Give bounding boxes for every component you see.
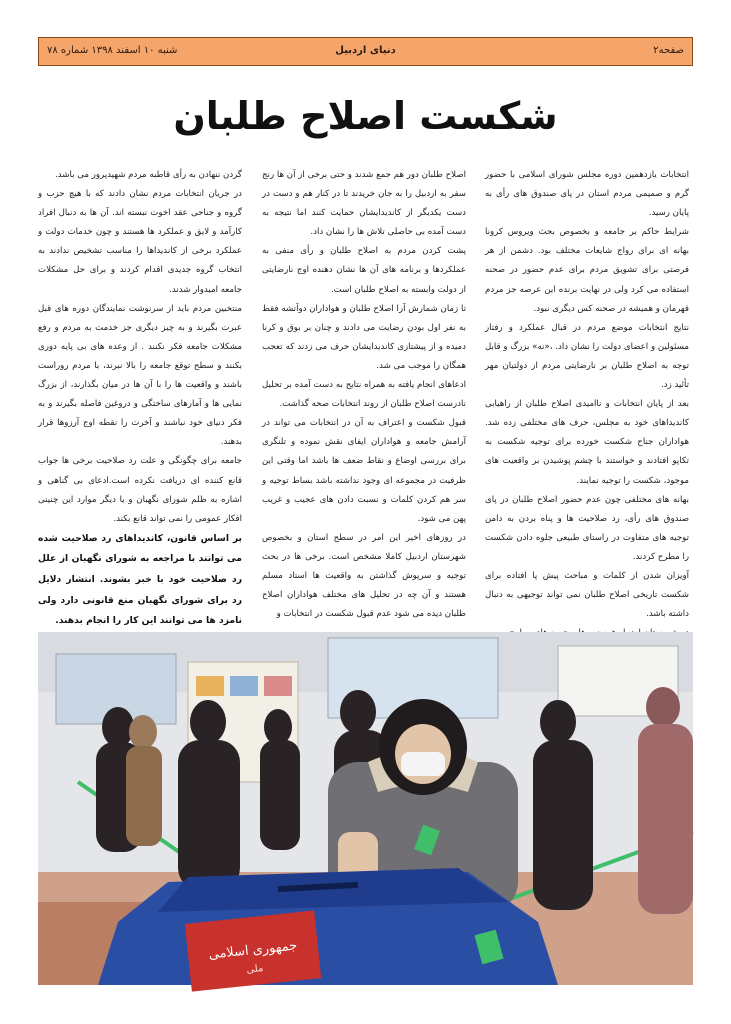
- paragraph: در روزهای اخیر این امر در سطح استان و بخصوص شهرستان اردبیل کاملا مشخص است. برخی ها در بحث توجیه و سرپوش گذاشتن به واقعیت ها استاد مسلم هستند و آن چه در تحلیل های مختلف هواداران اصلاح طلبان دیده می شود عدم قبول شکست در انتخابات و: [262, 532, 466, 620]
- paragraph: شرایط حاکم بر جامعه و بخصوص بحث ویروس کرونا بهانه ای برای رواج شایعات مختلف بود. دشمن از هر فرصتی برای تشویق مردم برای عدم حضور در صحنه استفاده می کرد ولی در نهایت برنده این عرصه جز مردم قهرمان و همیشه در صحنه کس دیگری نبود.: [485, 227, 689, 314]
- paragraph: انتخابات یازدهمین دوره مجلس شورای اسلامی با حضور گرم و صمیمی مردم استان در پای صندوق های رأی به پایان رسید.: [485, 170, 689, 219]
- page-header-bar: [38, 37, 693, 66]
- paragraph: منتخبین مردم باید از سرنوشت نمایندگان دوره های قبل عبرت بگیرند و به چیز دیگری جز خدمت به مردم و رفع مشکلات جامعه فکر نکنند . از وعده های بی پایه دوری بکنند و سطح توقع جامعه را بالا نبرند، با مردم روراست باشند و واقعیت ها را با آن ها در میان بگذارند، از بزرگ نمایی ها و آمارهای ساختگی و دروغین فاصله بگیرند و به فکر دنیای خود نباشند و آخرت را نقطه اوج آرزوها قرار بدهند.: [38, 303, 242, 448]
- paragraph: در جریان انتخابات مردم نشان دادند که با هیچ حزب و گروه و جناحی عقد اخوت نبسته اند. آن ها به دنبال افراد کارآمد و لایق و عملکرد ها هستند و چون خدمات دولت و عملکرد برخی از کاندیداها را مناسب تشخیص ندادند به انتخاب گروه جدیدی اقدام کردند و برای حل مشکلات جامعه امیدوار شدند.: [38, 189, 242, 295]
- photo-person: [646, 687, 680, 727]
- paragraph: پشت کردن مردم به اصلاح طلبان و رأی منفی به عملکردها و برنامه های آن ها نشان دهنده اوج نارضایتی از دولت وابسته به اصلاح طلبان است.: [262, 246, 466, 295]
- paragraph: گردن ننهادن به رأی قاطبه مردم شهیدپرور می باشد.: [55, 170, 242, 180]
- ballot-box-label: جمهوری اسلامی: [207, 938, 298, 963]
- article-column-right: [485, 166, 689, 622]
- article-title: شکست اصلاح طلبان: [173, 94, 558, 138]
- photo-face-mask: [401, 752, 445, 776]
- paragraph: تا زمان شمارش آرا اصلاح طلبان و هواداران دوآتشه فقط به نفر اول بودن رضایت می دادند و چنان بر بوق و کرنا دمیده و از پیشتازی کاندیدایشان حرف می زدند که تعجب همگان را موجب می شد.: [262, 303, 466, 371]
- paragraph: بهانه های مختلفی چون عدم حضور اصلاح طلبان در پای صندوق های رأی، رد صلاحیت ها و پناه بردن به دامن توجیه های متفاوت در راستای طبیعی جلوه دادن شکست را مطرح کردند.: [485, 494, 689, 562]
- bold-paragraph: بر اساس قانون، کاندیداهای رد صلاحیت شده می توانند با مراجعه به شورای نگهبان از علل رد صلاحیت خود با خبر بشوند. انتشار دلایل رد برای شورای نگهبان منع قانونی دارد ولی نامزد ها می توانند این کار را انجام بدهند.: [38, 532, 242, 627]
- page-number: صفحه۲: [653, 45, 684, 56]
- article-column-left: [38, 166, 242, 627]
- photo-person: [540, 700, 576, 744]
- newspaper-name: دنیای اردبیل: [335, 45, 396, 56]
- paragraph: نتایج انتخابات موضع مردم در قبال عملکرد و رفتار مسئولین و اعضای دولت را نشان داد. ،«نه» بزرگ و قابل توجه به اصلاح طلبان بر نارضایتی مردم از دولتیان مهر تأئید زد.: [485, 322, 689, 391]
- photo-person: [102, 707, 134, 747]
- article-column-middle: [262, 166, 466, 622]
- paragraph: قبول شکست و اعتراف به آن در انتخابات می تواند در آرامش جامعه و هواداران ایفای نقش نموده و تلنگری برای بررسی اوضاع و نقاط ضعف ها باشد اما وقتی این ظرفیت در مجموعه ای وجود نداشته باشد بساط توجیه و سر هم کردن کلمات و نسبت دادن های عجیب و غریب پهن می شود.: [262, 418, 466, 524]
- photo-person: [264, 709, 292, 745]
- issue-date-number: شنبه ۱۰ اسفند ۱۳۹۸ شماره ۷۸: [47, 45, 178, 56]
- photo-person: [340, 690, 376, 734]
- paragraph: جامعه برای چگونگی و علت رد صلاحیت برخی ها جواب قانع کننده ای دریافت نکرده است.ادعای بی گناهی و اشاره به ظلم شورای نگهبان و یا دیگر موارد این چنینی افکار عمومی را نمی تواند قانع بکند.: [38, 456, 242, 524]
- paragraph: بعد از پایان انتخابات و ناامیدی اصلاح طلبان از راهیابی کاندیداهای خود به مجلس، حرف های مختلفی زده شد. هواداران جناح شکست خورده برای توجیه شکست به تکاپو افتادند و خواستند با چشم پوشیدن بر واقعیت های موجود، شکست را توجیه نمایند.: [485, 399, 689, 486]
- paragraph: ادعاهای انجام یافته به همراه نتایج به دست آمده بر تحلیل نادرست اصلاح طلبان از روند انتخابات صحه گذاشت.: [262, 380, 466, 410]
- election-photo: [38, 632, 693, 985]
- ballot-box-seal: ملی: [245, 963, 264, 976]
- paragraph: اصلاح طلبان دور هم جمع شدند و حتی برخی از آن ها رنج سفر به اردبیل را به جان خریدند تا در کنار هم و دست در دست یکدیگر از کاندیدایشان حمایت کنند اما نتیجه به دست آمده بی حاصلی تلاش ها را نشان داد.: [262, 170, 466, 238]
- photo-person: [190, 700, 226, 744]
- paragraph: آویزان شدن از کلمات و مباحث پیش پا افتاده برای شکست تاریخی اصلاح طلبان نمی تواند توجیهی به دنبال داشته باشد.: [485, 570, 689, 620]
